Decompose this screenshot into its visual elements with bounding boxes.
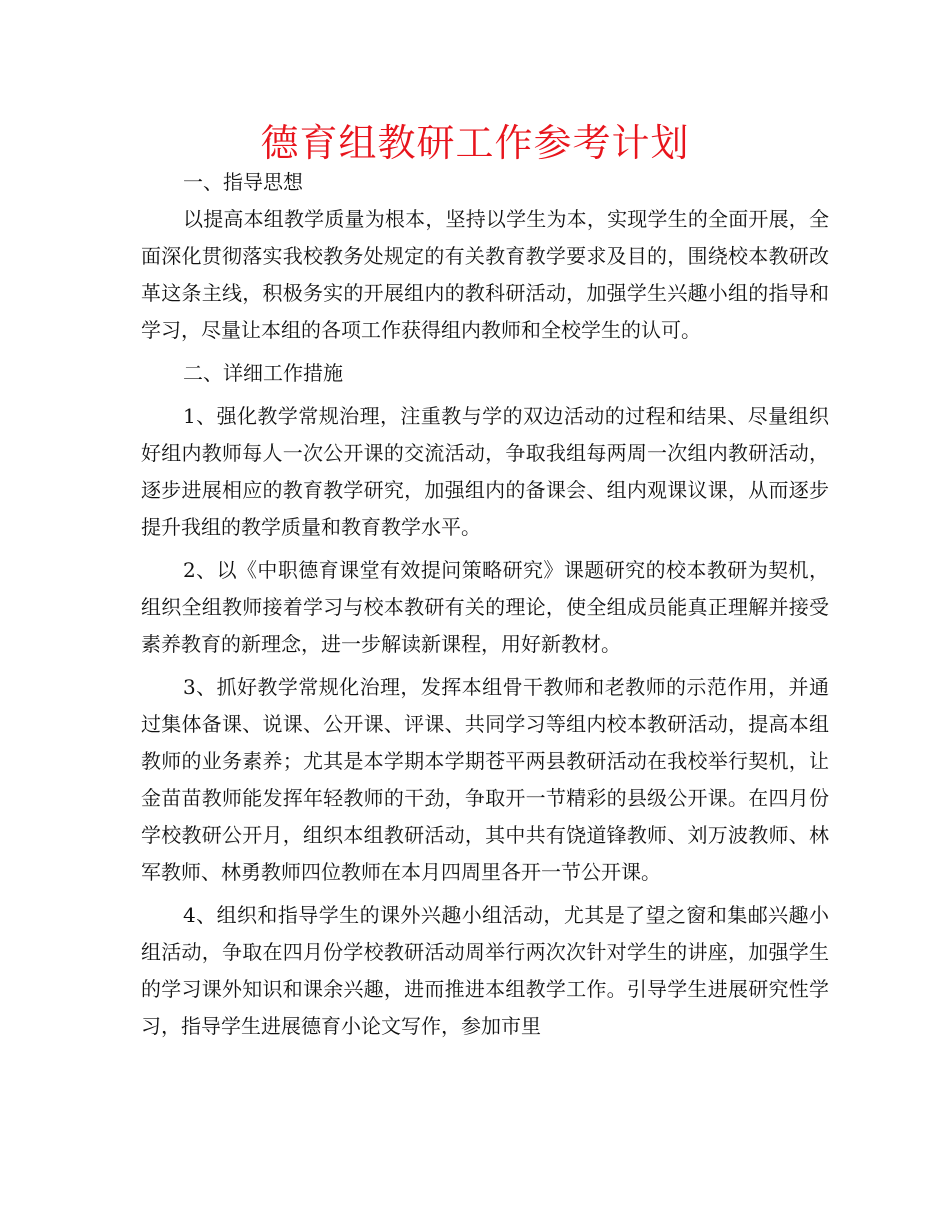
document-title: 德育组教研工作参考计划 [260, 121, 690, 165]
paragraph-guiding-ideology: 以提高本组教学质量为根本，坚持以学生为本，实现学生的全面开展，全面深化贯彻落实我校教务处规定的有关教育教学要求及目的，围绕校本教研改革这条主线，积极务实的开展组内的教科研活动，加强学生兴趣小组的指导和学习，尽量让本组的各项工作获得组内教师和全校学生的认可。 [141, 207, 829, 342]
paragraph-measure-4: 4、组织和指导学生的课外兴趣小组活动，尤其是了望之窗和集邮兴趣小组活动，争取在四月份学校教研活动周举行两次次针对学生的讲座，加强学生的学习课外知识和课余兴趣，进而推进本组教学工作。引导学生进展研究性学习，指导学生进展德育小论文写作，参加市里 [141, 903, 829, 1038]
document-body [141, 164, 829, 1045]
section-heading-work-measures: 二、详细工作措施 [183, 361, 343, 385]
section-heading-guiding-ideology: 一、指导思想 [183, 170, 303, 194]
paragraph-measure-1: 1、强化教学常规治理，注重教与学的双边活动的过程和结果、尽量组织好组内教师每人一次公开课的交流活动，争取我组每两周一次组内教研活动，逐步进展相应的教育教学研究，加强组内的备课会、组内观课议课，从而逐步提升我组的教学质量和教育教学水平。 [141, 404, 829, 539]
paragraph-measure-3: 3、抓好教学常规化治理，发挥本组骨干教师和老教师的示范作用，并通过集体备课、说课、公开课、评课、共同学习等组内校本教研活动，提高本组教师的业务素养；尤其是本学期本学期苍平两县教研活动在我校举行契机，让金苗苗教师能发挥年轻教师的干劲，争取开一节精彩的县级公开课。在四月份学校教研公开月，组织本组教研活动，其中共有饶道锋教师、刘万波教师、林军教师、林勇教师四位教师在本月四周里各开一节公开课。 [141, 675, 829, 884]
paragraph-measure-2: 2、以《中职德育课堂有效提问策略研究》课题研究的校本教研为契机，组织全组教师接着学习与校本教研有关的理论，使全组成员能真正理解并接受素养教育的新理念，进一步解读新课程，用好新教材。 [141, 558, 829, 656]
